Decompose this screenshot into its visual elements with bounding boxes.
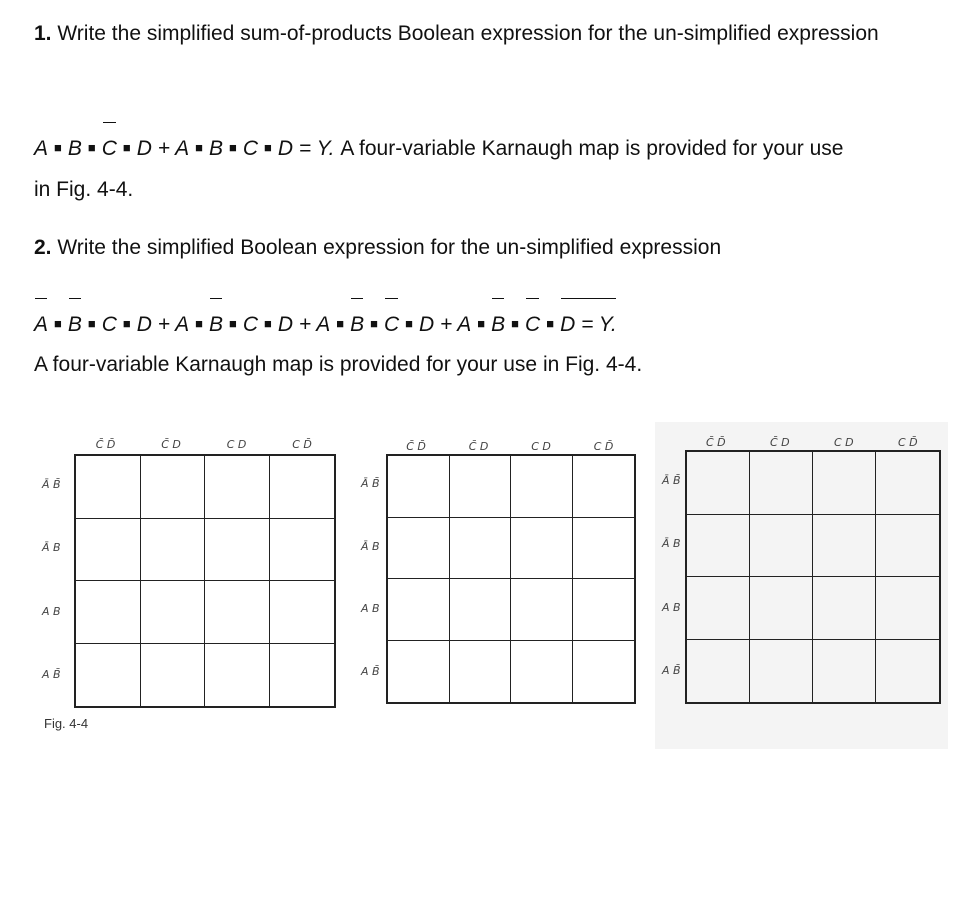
kmap-row-label: A B̄ [361, 664, 380, 678]
kmap-cell[interactable] [205, 644, 270, 707]
kmap-cell[interactable] [388, 579, 450, 641]
kmap-cell[interactable] [573, 518, 635, 580]
kmap-row-label: A B [42, 604, 61, 618]
kmap-cell[interactable] [750, 452, 813, 515]
kmap-cell[interactable] [687, 640, 750, 703]
kmap-cell[interactable] [750, 640, 813, 703]
kmap-column-label: C̄ D̄ [95, 438, 116, 451]
expr2-term-6: C [242, 313, 259, 336]
kmap-cell[interactable] [76, 581, 141, 644]
kmap-cell[interactable] [141, 519, 206, 582]
kmap-cell[interactable] [450, 456, 512, 518]
kmap-cell[interactable] [813, 515, 876, 578]
expr1-term-b2: B [208, 137, 223, 160]
question-2-tail: A four-variable Karnaugh map is provided for your use in Fig. 4-4. [34, 353, 643, 376]
kmap-cell[interactable] [511, 579, 573, 641]
kmap-cell[interactable] [388, 641, 450, 703]
kmap-row-label: Ā B̄ [42, 477, 61, 491]
expr2-term-11: B [491, 313, 506, 336]
kmap-row-label: A B̄ [662, 664, 681, 678]
kmap-cell[interactable] [511, 456, 573, 518]
expr1-term-c-bar: C [101, 137, 117, 160]
question-1-number: 1. [34, 22, 52, 45]
question-2-expression: A ■ B ■ C ■ D + A ■ B ■ C ■ D + A ■ B ■ C ■ D + A ■ B ■ C ■ D = Y. [34, 313, 617, 336]
kmap-cell[interactable] [270, 644, 335, 707]
expr1-term-b: B [67, 137, 82, 160]
kmap-row-label: Ā B [361, 539, 380, 553]
expr1-term-a: A [34, 137, 49, 160]
kmap-cell[interactable] [76, 644, 141, 707]
kmap-column-label: C̄ D [161, 438, 181, 451]
kmap-cell[interactable] [876, 640, 939, 703]
kmap-column-label: C̄ D [468, 440, 489, 453]
kmap-cell[interactable] [450, 518, 512, 580]
expr2-term-2: B [67, 313, 82, 336]
kmap-column-label: C D̄ [292, 438, 312, 451]
kmap-cell[interactable] [76, 456, 141, 519]
kmap-column-label: C D [834, 436, 854, 449]
kmap-column-label: C̄ D̄ [406, 440, 426, 453]
kmap-cell[interactable] [573, 579, 635, 641]
kmap-cell[interactable] [687, 577, 750, 640]
question-1-text: Write the simplified sum-of-products Boolean expression for the un-simplified expression [57, 22, 879, 45]
kmap-cell[interactable] [813, 577, 876, 640]
question-1-prompt [34, 14, 954, 53]
kmap-cell[interactable] [205, 581, 270, 644]
expr2-term-7: D + A [277, 313, 331, 336]
kmap-cell[interactable] [813, 452, 876, 515]
kmap-column-label: C D̄ [898, 436, 918, 449]
figure-caption: Fig. 4-4 [44, 716, 89, 731]
question-2-prompt [34, 228, 954, 267]
kmap-cell[interactable] [450, 579, 512, 641]
question-1-tail: A four-variable Karnaugh map is provided for your use [340, 137, 844, 160]
kmap-3-grid [685, 450, 941, 704]
kmap-row-label: A B [361, 602, 380, 616]
kmap-2-grid [386, 454, 636, 704]
kmap-cell[interactable] [813, 640, 876, 703]
kmap-column-label: C D̄ [593, 440, 614, 453]
expr2-term-3: C [101, 313, 117, 336]
kmap-cell[interactable] [750, 577, 813, 640]
kmap-cell[interactable] [205, 519, 270, 582]
kmap-column-label: C̄ D̄ [706, 436, 726, 449]
kmap-cell[interactable] [76, 519, 141, 582]
kmap-row-label: Ā B̄ [662, 473, 681, 487]
kmap-cell[interactable] [876, 515, 939, 578]
expr2-term-9: C [383, 313, 400, 336]
expr2-term-1: A [34, 313, 49, 336]
kmap-cell[interactable] [450, 641, 512, 703]
kmap-row-label: Ā B̄ [361, 477, 380, 491]
question-1-expression: A ■ B ■ C ■ D + A ■ B ■ C ■ D = Y. A four-variable Karnaugh map is provided for your use [34, 137, 844, 160]
kmap-cell[interactable] [270, 581, 335, 644]
kmap-cell[interactable] [270, 456, 335, 519]
kmap-column-label: C D [226, 438, 247, 451]
expr1-term-c2: C [242, 137, 259, 160]
expr2-term-10: D + A [418, 313, 472, 336]
kmap-cell[interactable] [876, 452, 939, 515]
kmap-cell[interactable] [876, 577, 939, 640]
kmap-cell[interactable] [270, 519, 335, 582]
kmap-row-label: Ā B [42, 541, 61, 555]
kmap-cell[interactable] [205, 456, 270, 519]
kmap-cell[interactable] [687, 515, 750, 578]
question-1-continuation: in Fig. 4-4. [34, 178, 134, 201]
expr2-term-5: B [208, 313, 223, 336]
expr2-term-4: D + A [136, 313, 190, 336]
question-2-number: 2. [34, 236, 52, 259]
expr1-term-d-eq-y: D = Y. [277, 137, 335, 160]
kmap-cell[interactable] [141, 456, 206, 519]
kmap-cell[interactable] [388, 456, 450, 518]
kmap-cell[interactable] [687, 452, 750, 515]
expr2-term-13: D = Y. [560, 313, 617, 336]
kmap-column-label: C̄ D [770, 436, 790, 449]
kmap-cell[interactable] [573, 641, 635, 703]
kmap-cell[interactable] [750, 515, 813, 578]
kmap-row-label: Ā B [662, 537, 681, 551]
expr2-term-12: C [525, 313, 541, 336]
kmap-cell[interactable] [511, 518, 573, 580]
kmap-row-label: A B̄ [42, 668, 61, 682]
kmap-row-label: A B [662, 600, 681, 614]
kmap-cell[interactable] [141, 644, 206, 707]
expr1-term-d-plus-a: D + A [136, 137, 190, 160]
kmap-cell[interactable] [141, 581, 206, 644]
kmap-1-grid [74, 454, 336, 708]
kmap-cell[interactable] [511, 641, 573, 703]
question-2-text: Write the simplified Boolean expression for the un-simplified expression [57, 236, 722, 259]
kmap-cell[interactable] [573, 456, 635, 518]
kmap-cell[interactable] [388, 518, 450, 580]
expr2-term-8: B [350, 313, 365, 336]
kmap-column-label: C D [531, 440, 551, 453]
